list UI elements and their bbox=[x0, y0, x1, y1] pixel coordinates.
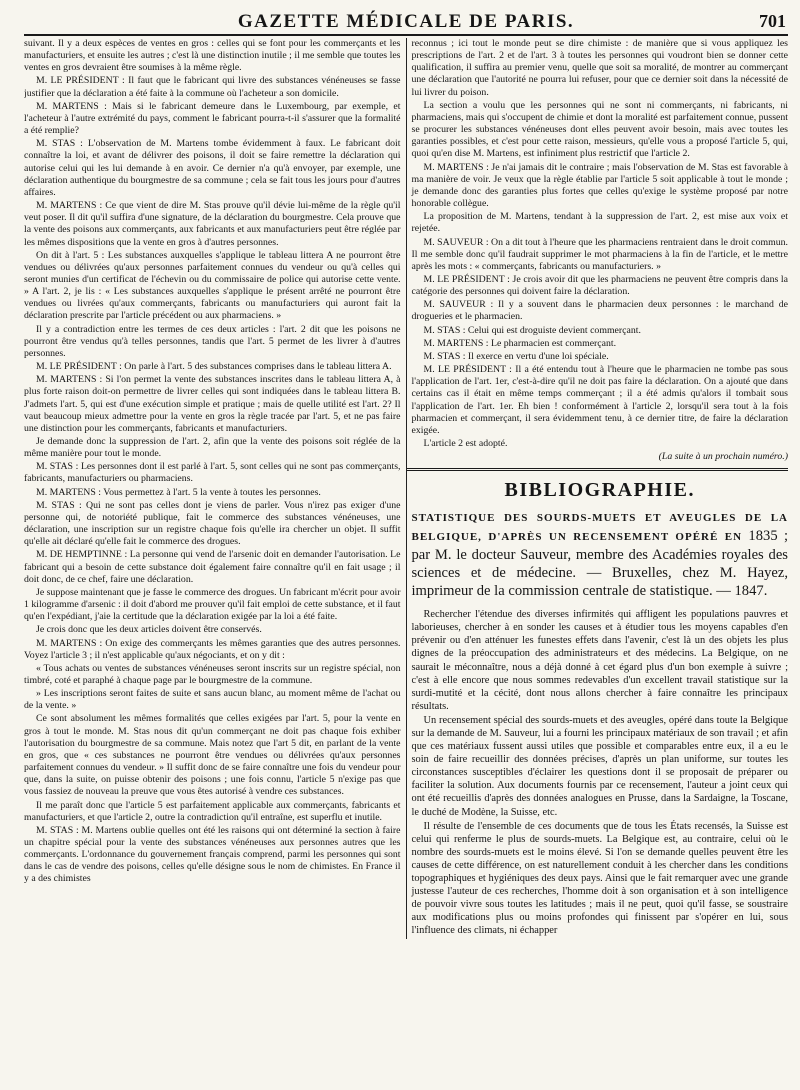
continuation-note: (La suite à un prochain numéro.) bbox=[658, 451, 788, 463]
section-divider bbox=[406, 468, 789, 471]
paragraph: M. DE HEMPTINNE : La personne qui vend de l'arsenic doit en demander l'autorisation. Le fabricant qui a besoin de cette substance doit également faire connaître qu'il en fait usage ; il doit donc, de ce chef, faire une déclaration. bbox=[24, 549, 401, 585]
paragraph: L'article 2 est adopté. bbox=[423, 438, 508, 449]
paragraph: « Tous achats ou ventes de substances vénéneuses seront inscrits sur un registre spécial, non timbré, coté et paraphé à chaque page par le bourgmestre de la commune. bbox=[24, 662, 401, 686]
paragraph: M. LE PRÉSIDENT : Je crois avoir dit que les pharmaciens ne peuvent être compris dans la catégorie des personnes qui doivent faire la déclaration. bbox=[411, 273, 788, 298]
page-number: 701 bbox=[759, 11, 786, 31]
paragraph: Un recensement spécial des sourds-muets et des aveugles, opéré dans toute la Belgique sur la demande de M. Sauveur, lui a fourni les principaux matériaux de son travail ; et afin que ces matériaux fussent aussi utiles que possible et comparables entre eux, il a eu le soin de faire recueillir des données précises, d'après un plan uniforme, sur toutes les circonstances susceptibles d'éclairer les questions dont il se proposait de préparer ou faciliter la solution. Aux documents fournis par ce recensement, l'auteur a joint ceux qui ont été recueillis d'après des données analogues en Prusse, dans la Sardaigne, la Toscane, le duché de Modène, la Suisse, etc. bbox=[411, 714, 788, 818]
paragraph: suivant. Il y a deux espèces de ventes en gros : celles qui se font pour les commerçants et les manufacturiers, et ensuite les autres ; c'est là une distinction inutile ; il me semble que toutes les ventes en gros devraient être soumises à la même règle. bbox=[24, 38, 401, 74]
page-header bbox=[24, 6, 788, 36]
bibliography-heading: BIBLIOGRAPHIE. bbox=[504, 479, 695, 502]
left-column bbox=[24, 38, 406, 939]
two-column-body bbox=[24, 38, 788, 939]
bibliography-title bbox=[412, 508, 789, 600]
paragraph: M. LE PRÉSIDENT : Il faut que le fabricant qui livre des substances vénéneuses se fasse justifier que la déclaration a été faite à la commune où l'acheteur a son domicile. bbox=[24, 75, 401, 99]
paragraph: M. SAUVEUR : Il y a souvent dans le pharmacien deux personnes : le marchand de drogueries et le pharmacien. bbox=[411, 299, 788, 323]
paragraph: M. MARTENS : On exige des commerçants les mêmes garanties que des autres personnes. Voyez l'article 3 ; il n'est applicable qu'aux négociants, et on y dit : bbox=[24, 637, 401, 661]
paragraph: M. MARTENS : Je n'ai jamais dit le contraire ; mais l'observation de M. Stas est favorable à ma manière de voir. Je veux que la règle établie par l'article 5 soit applicable à tout le monde ; je demande donc des garanties plus fortes que celles qu'exige le système proposé par notre honorable collègue. bbox=[411, 161, 788, 210]
paragraph: La proposition de M. Martens, tendant à la suppression de l'art. 2, est mise aux voix et rejetée. bbox=[411, 211, 788, 235]
paragraph: Je crois donc que les deux articles doivent être conservés. bbox=[36, 624, 262, 636]
right-column bbox=[406, 38, 789, 939]
paragraph: La section a voulu que les personnes qui ne sont ni commerçants, ni fabricants, ni pharmaciens, mais qui s'occupent de chimie et dont la moralité est parfaitement connue, pussent se procurer les substances vénéneuses dont elles peuvent avoir besoin, mais avec toutes les garanties possibles, et c'est pour cette raison, messieurs, qu'elle vous a proposé l'article 5, qui, quoi qu'en dise M. Martens, est infiniment plus restrictif que l'article 2. bbox=[411, 99, 788, 160]
bibliography-title-caps: STATISTIQUE DES SOURDS-MUETS ET AVEUGLES DE LA BELGIQUE, D'APRÈS UN RECENSEMENT OPÉRÉ EN bbox=[411, 512, 788, 544]
paragraph: Je demande donc la suppression de l'art. 2, afin que la vente des poisons soit réglée de la même manière pour tout le monde. bbox=[24, 436, 401, 460]
paragraph: M. MARTENS : Le pharmacien est commerçant. bbox=[423, 337, 617, 349]
paragraph: M. LE PRÉSIDENT : On parle à l'art. 5 des substances comprises dans le tableau littera A. bbox=[36, 361, 392, 373]
paragraph: M. MARTENS : Si l'on permet la vente des substances inscrites dans le tableau littera A, à plus forte raison doit-on permettre de livrer celles qui sont indiquées dans le tableau littera B. J'admets l'art. 5, qui est d'une exécution simple et pratique ; mais de quelle utilité est l'art. 2? Il vaut beaucoup mieux admettre pour la vente en gros la règle tracée par l'art. 5, et ne pas faire une distinction pour les commerçants, fabricants et manufacturiers. bbox=[24, 374, 401, 434]
paragraph: M. STAS : Celui qui est droguiste devient commerçant. bbox=[423, 324, 641, 336]
paragraph: On dit à l'art. 5 : Les substances auxquelles s'applique le tableau littera A ne pourront être vendues ou délivrées qu'aux personnes parfaitement connues du vendeur ou qu'à celles qui seront munies d'un certificat de l'échevin ou du commissaire de police qui autorise cette vente. » A l'art. 2, je lis : « Les substances auxquelles s'applique le présent arrêté ne pourront être vendues ou livrées qu'aux commerçants, fabricants ou manufacturiers qui auront fait la déclaration prescrite par l'article précédent ou aux pharmaciens. » bbox=[24, 249, 401, 322]
paragraph: Il me paraît donc que l'article 5 est parfaitement applicable aux commerçants, fabricants et manufacturiers, et que l'article 2, outre la contradiction qu'il entraîne, est superflu et inutile. bbox=[24, 799, 401, 823]
paragraph: M. SAUVEUR : On a dit tout à l'heure que les pharmaciens rentraient dans le droit commun. Il me semble donc qu'il faudrait supprimer le mot pharmaciens à la fin de l'article, et le mettre après les mots : « commerçants, fabricants ou manufacturiers. » bbox=[411, 236, 788, 272]
paragraph: M. STAS : Il exerce en vertu d'une loi spéciale. bbox=[423, 350, 609, 362]
paragraph: Il y a contradiction entre les termes de ces deux articles : l'art. 2 dit que les poisons ne pourront être vendus qu'à telles personnes, tandis que l'art. 5 permet de les livrer à d'autres personnes. bbox=[24, 323, 401, 359]
paragraph: reconnus ; ici tout le monde peut se dire chimiste : de manière que si vous appliquez les prescriptions de l'art. 2 et de l'art. 3 à toutes les personnes qui voudront bien se donner cette qualification, il suffira au premier venu, quelle que soit sa moralité, de montrer au commerçant une déclaration que l'autorité ne pourra lui refuser, pour que ce dernier soit dans la nécessité de lui livrer du poison. bbox=[411, 38, 788, 98]
paragraph: M. STAS : Qui ne sont pas celles dont je viens de parler. Vous n'irez pas exiger d'une personne qui, de notoriété publique, fait le commerce des substances vénéneuses, une déclaration, une inscription sur un registre chaque fois qu'elle ira chercher un objet. Il suffit qu'elle ait déclaré qu'elle fait le commerce des drogues. bbox=[24, 499, 401, 548]
paragraph: Ce sont absolument les mêmes formalités que celles exigées par l'art. 5, pour la vente en gros à tout le monde. M. Stas nous dit qu'un commerçant ne doit pas chaque fois exhiber l'autorisation du bourgmestre de sa commune. Mais notez que l'art 5 dit, en parlant de la vente en gros, que « ces substances ne pourront être vendues ou délivrées qu'aux personnes parfaitement connues du vendeur. » Il suffit donc de se faire connaître une fois du vendeur pour que, dans la suite, on puisse obtenir des poisons ; une fois connu, l'article 5 n'exige pas que vous fassiez de nouveau la preuve que vous êtes autorisé à vendre ces substances. bbox=[24, 713, 401, 798]
paragraph: M. MARTENS : Ce que vient de dire M. Stas prouve qu'il dévie lui-même de la règle qu'il veut poser. Il dit qu'il suffira d'une signature, de la déclaration du bourgmestre. Cela prouve que la vente des poisons aux commerçants, aux fabricants et aux manufacturiers peut être réglée par les mêmes dispositions que la vente en gros à d'autres personnes. bbox=[24, 200, 401, 248]
running-title: GAZETTE MÉDICALE DE PARIS. bbox=[237, 11, 575, 32]
paragraph: Rechercher l'étendue des diverses infirmités qui affligent les populations pauvres et laborieuses, chercher à en sonder les causes et à étudier tous les moyens capables d'en prévenir ou d'en atténuer les funestes effets dans l'avenir, c'est là un des objets les plus dignes de la préoccupation des administrateurs et des médecins. La Belgique, on ne saurait le méconnaître, nous a déjà donné à cet égard plus d'un bon exemple à suivre ; c'est à elle encore que nous sommes redevables d'un excellent travail statistique sur la surdi-mutité et la cécité, dont nous allons chercher à faire connaître les principaux résultats. bbox=[411, 609, 788, 712]
paragraph: » Les inscriptions seront faites de suite et sans aucun blanc, au moment même de l'achat ou de la vente. » bbox=[24, 688, 401, 712]
paragraph: Je suppose maintenant que je fasse le commerce des drogues. Un fabricant m'écrit pour avoir 1 kilogramme d'arsenic : il doit d'abord me prouver qu'il fait emploi de cette substance, et il faut qu'en l'expédiant, j'aie la certitude que la déclaration exigée par la loi a été faite. bbox=[24, 586, 401, 623]
bibliography-review bbox=[412, 608, 789, 937]
bibliography-title-rest: 1835 ; par M. le docteur Sauveur, membre des Académies royales des sciences et de médecine. — Bruxelles, chez M. Hayez, imprimeur de la commission centrale de statistique. — 1847. bbox=[411, 528, 788, 600]
paragraph: Il résulte de l'ensemble de ces documents que de tous les États recensés, la Suisse est celui qui renferme le plus de sourds-muets. La Belgique est, au contraire, celui où le nombre des sourds-muets est le moins élevé. Si l'on se demande quelles peuvent être les causes de cette différence, on est naturellement conduit à les chercher dans les conditions topographiques et hygiéniques des deux pays. Ainsi que le fait remarquer avec une grande justesse l'auteur de ces recherches, l'homme doit à son organisation et à son intelligence de pouvoir vivre sous toutes les latitudes ; mais il ne peut, quoi qu'il fasse, se soustraire aux modifications plus ou moins profondes qui finissent par s'opérer en lui, sous l'influence des climats, ni échapper bbox=[411, 820, 788, 937]
paragraph: M. LE PRÉSIDENT : Il a été entendu tout à l'heure que le pharmacien ne tombe pas sous l'application de l'art. 1er, c'est-à-dire qu'il ne doit pas faire la déclaration. On a ajouté que dans certains cas il était en même temps commerçant ; il a été admis qu'alors il tombait sous l'application de l'art. 1er. Eh bien ! conformément à l'article 2, lorsqu'il sera tout à la fois pharmacien et commerçant, il sera évidemment tenu, à ce dernier titre, de faire la déclaration exigée. bbox=[411, 364, 788, 436]
paragraph: M. MARTENS : Mais si le fabricant demeure dans le Luxembourg, par exemple, et l'acheteur à l'autre extrémité du pays, comment le fabricant pourra-t-il s'assurer que la formalité a été remplie? bbox=[24, 100, 401, 137]
paragraph: M. MARTENS : Vous permettez à l'art. 5 la vente à toutes les personnes. bbox=[36, 486, 321, 498]
paragraph: M. STAS : M. Martens oublie quelles ont été les raisons qui ont déterminé la section à faire un chapitre spécial pour la vente des substances vénéneuses aux personnes autres que les commerçants. L'ordonnance du gouvernement français comprend, parmi les personnes qui sont dans le cas de vendre des poisons, celles qu'elle désigne sous le nom de chimistes. En France il y a des chimistes bbox=[24, 824, 401, 885]
paragraph: M. STAS : Les personnes dont il est parlé à l'art. 5, sont celles qui ne sont pas commerçants, fabricants, manufacturiers ou pharmaciens. bbox=[24, 461, 401, 485]
paragraph: M. STAS : L'observation de M. Martens tombe évidemment à faux. Le fabricant doit connaître la loi, et avant de délivrer des poisons, il doit se faire remettre la déclaration qui autorise celui qui les lui demande à en avoir. Ce dernier n'a qu'à envoyer, par exemple, une déclaration authentique du bourgmestre de sa commune ; cela se fait tous les jours pour d'autres affaires. bbox=[24, 138, 401, 198]
